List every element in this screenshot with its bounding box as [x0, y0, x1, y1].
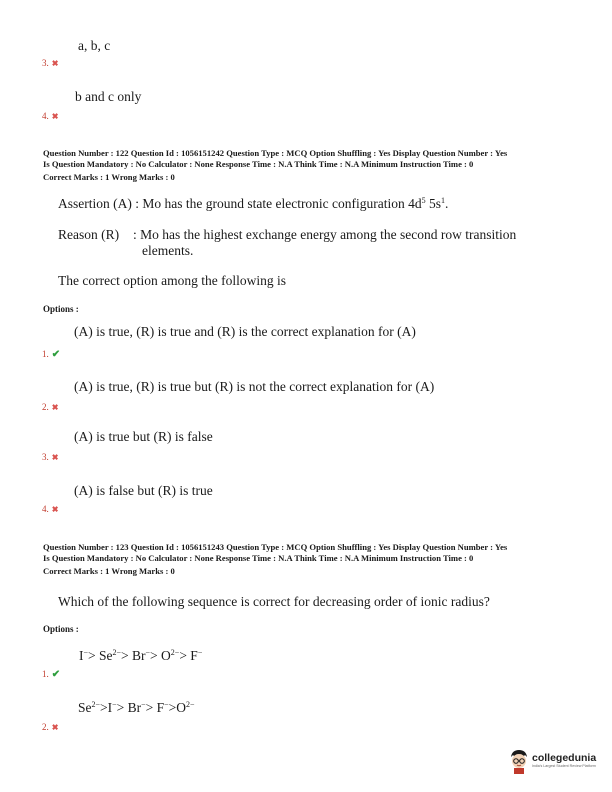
- q122-prompt: The correct option among the following is: [58, 273, 286, 288]
- q122-option-3-number-wrap: [42, 447, 58, 465]
- q122-option-3-text: (A) is true but (R) is false: [74, 429, 213, 444]
- q122-option-2-number: 2.: [42, 402, 49, 412]
- q123-marks: Correct Marks : 1 Wrong Marks : 0: [43, 566, 175, 576]
- q123-options-label: Options :: [43, 624, 79, 634]
- check-icon: ✔: [51, 349, 61, 360]
- q122-option-4-number-wrap: [42, 499, 58, 517]
- q123-option-2-formula: $Se^{2-}>I^-> Br^-> F^->O^{2-}$: [78, 700, 195, 715]
- q122-option-1-number: 1.: [42, 349, 49, 359]
- q122-reason-line1: : Mo has the highest exchange energy among the second row transition: [133, 227, 517, 242]
- q122-option-1-number-wrap: [42, 344, 60, 362]
- logo-name: collegedunia: [532, 752, 597, 764]
- q122-meta-line1: Question Number : 122 Question Id : 1056151242 Question Type : MCQ Option Shuffling : Yes Display Question Number : Yes: [43, 148, 508, 158]
- cross-icon: ✖: [51, 59, 59, 68]
- q122-option-4-text: (A) is false but (R) is true: [74, 483, 213, 498]
- q122-option-1-text: (A) is true, (R) is true and (R) is the correct explanation for (A): [74, 324, 416, 339]
- assertion-superscript-1: 1: [441, 196, 446, 205]
- assertion-superscript-5: 5: [421, 196, 426, 205]
- q122-reason-line2: elements.: [142, 243, 194, 258]
- logo-tagline: India's Largest Student Review Platform: [532, 764, 596, 768]
- q123-option-1-number-wrap: [42, 664, 60, 682]
- cross-icon: ✖: [51, 403, 59, 412]
- prev-option-3-number-wrap: [42, 53, 58, 71]
- cross-icon: ✖: [51, 112, 59, 121]
- cross-icon: ✖: [51, 505, 59, 514]
- collegedunia-logo: [508, 748, 596, 774]
- cross-icon: ✖: [51, 723, 59, 732]
- prev-option-4-text: b and c only: [75, 89, 142, 104]
- q122-option-2-number-wrap: [42, 397, 58, 415]
- q123-option-2-number-wrap: [42, 717, 58, 735]
- cross-icon: ✖: [51, 453, 59, 462]
- mascot-icon: [508, 748, 530, 774]
- q122-options-label: Options :: [43, 304, 79, 314]
- q123-meta-line1: Question Number : 123 Question Id : 1056151243 Question Type : MCQ Option Shuffling : Yes Display Question Number : Yes: [43, 542, 508, 552]
- check-icon: ✔: [51, 669, 61, 680]
- q122-option-4-number: 4.: [42, 504, 49, 514]
- assertion-end: .: [445, 196, 449, 211]
- assertion-text: Assertion (A) : Mo has the ground state electronic configuration 4d: [58, 196, 422, 211]
- q123-option-1-number: 1.: [42, 669, 49, 679]
- q122-meta-line2: Is Question Mandatory : No Calculator : None Response Time : N.A Think Time : N.A Minimum Instruction Time : 0: [43, 159, 474, 169]
- q122-option-3-number: 3.: [42, 452, 49, 462]
- q123-question: Which of the following sequence is correct for decreasing order of ionic radius?: [58, 594, 490, 609]
- q123-option-2-number: 2.: [42, 722, 49, 732]
- q122-marks: Correct Marks : 1 Wrong Marks : 0: [43, 172, 175, 182]
- prev-option-4-number: 4.: [42, 111, 49, 121]
- q122-reason-label: Reason (R): [58, 227, 120, 242]
- assertion-mid: 5s: [425, 196, 442, 211]
- q123-option-1-formula: $I^-> Se^{2-}> Br^-> O^{2-}> F^-$: [79, 648, 203, 663]
- q122-option-2-text: (A) is true, (R) is true but (R) is not the correct explanation for (A): [74, 379, 435, 394]
- q122-assertion: [58, 196, 448, 212]
- q123-meta-line2: Is Question Mandatory : No Calculator : None Response Time : N.A Think Time : N.A Minimum Instruction Time : 0: [43, 553, 474, 563]
- prev-option-4-number-wrap: [42, 106, 58, 124]
- prev-option-3-text: a, b, c: [78, 38, 111, 53]
- prev-option-3-number: 3.: [42, 58, 49, 68]
